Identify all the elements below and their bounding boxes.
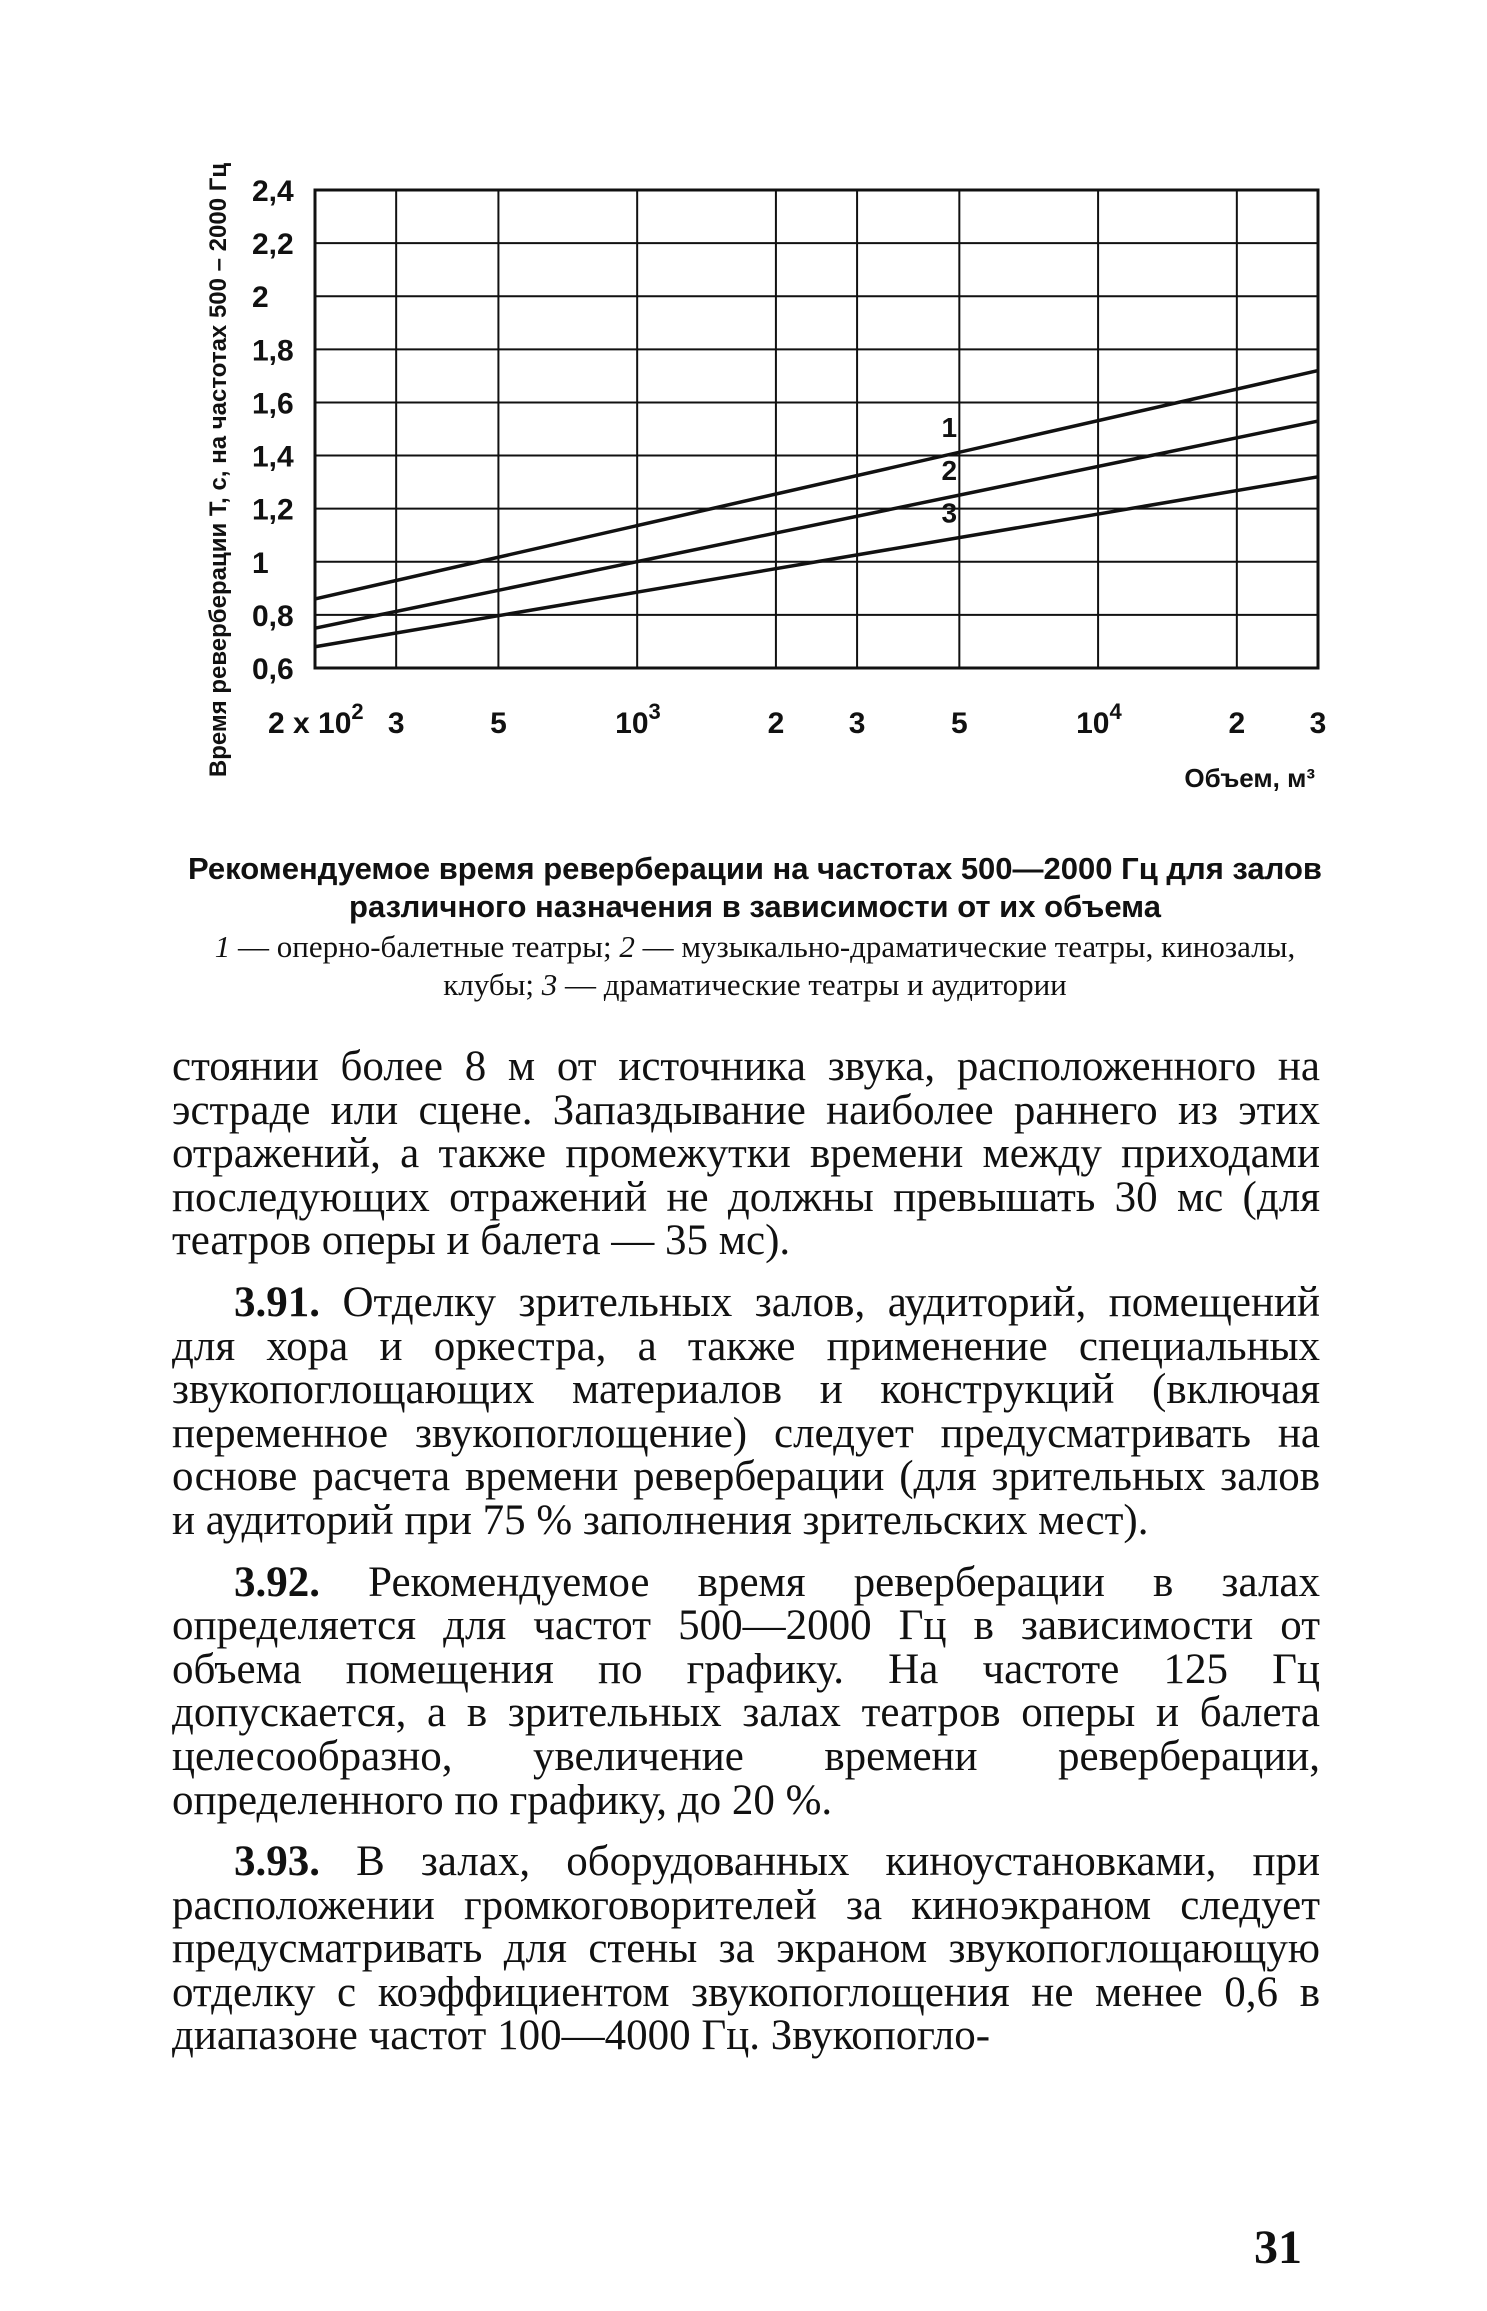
legend-text-3: — драматические театры и аудитории xyxy=(557,967,1067,1002)
y-tick-label: 1,8 xyxy=(252,334,294,368)
legend-text-1: — оперно-балетные театры; xyxy=(230,929,620,964)
series-line-2 xyxy=(315,421,1318,628)
x-tick-label: $10^4$ xyxy=(1076,699,1122,740)
section-number: 3.93. xyxy=(234,1838,320,1886)
paragraph-continuation: стоянии более 8 м от источника звука, расположенного на эстраде или сцене. Запаздывание наиболее раннего из этих отражений, а также промежутки времени между приходами последующих отражений не должны превышать 30 мс (для театров оперы и балета — 35 мс). xyxy=(172,1043,1320,1265)
paragraph-text: Рекомендуемое время реверберации в залах определяется для частот 500—2000 Гц в зависимости от объема помещения по графику. На частоте 125 Гц допускается, а в зрительных залах театров оперы и балета целесообразно, увеличение времени реверберации, определенного по графику, до 20 %. xyxy=(172,1558,1320,1824)
x-tick-label: 3 xyxy=(387,707,405,740)
figure-caption-legend xyxy=(170,928,1340,1004)
x-tick-label: 2 xyxy=(1228,707,1246,740)
y-tick-label: 1,6 xyxy=(252,387,294,421)
legend-number-3: 3 xyxy=(541,967,558,1002)
y-tick-label: 2,2 xyxy=(252,228,294,262)
y-tick-label: 0,8 xyxy=(252,599,294,633)
y-tick-label: 2,4 xyxy=(252,175,294,208)
section-number: 3.91. xyxy=(234,1278,320,1326)
paragraph-3-93 xyxy=(172,1840,1320,2058)
x-tick-label: $10^3$ xyxy=(615,699,661,740)
curve-label-1: 1 xyxy=(941,412,958,444)
x-tick-label: 2 x $10^2$ xyxy=(268,699,364,740)
paragraph-text: В залах, оборудованных киноустановками, при расположении громкоговорителей за киноэкраном следует предусматривать для стены за экраном звукопоглощающую отделку с коэффициентом звукопоглощения не менее 0,6 в диапазоне частот 100—4000 Гц. Звукопогло- xyxy=(172,1838,1320,2060)
y-tick-label: 1 xyxy=(252,546,269,580)
legend-text-2: — музыкально-драматические театры, кинозалы, клубы; xyxy=(443,929,1296,1002)
section-number: 3.92. xyxy=(234,1558,320,1606)
paragraph-3-91 xyxy=(172,1278,1320,1544)
paragraph-text: Отделку зрительных залов, аудиторий, помещений для хора и оркестра, а также применение специальных звукопоглощающих материалов и конструкций (включая переменное звукопоглощение) следует предусматривать на основе расчета времени реверберации (для зрительных залов и аудиторий при 75 % заполнения зрительских мест). xyxy=(172,1278,1320,1544)
y-tick-label: 2 xyxy=(252,281,269,315)
x-tick-label: 5 xyxy=(490,707,507,740)
curve-label-3: 3 xyxy=(941,497,958,529)
x-axis-label: Объем, м³ xyxy=(1184,763,1315,793)
figure-caption-title: Рекомендуемое время реверберации на частотах 500—2000 Гц для залов различного назначения в зависимости от их объема xyxy=(188,851,1322,924)
series-line-1 xyxy=(315,371,1318,599)
x-tick-label: 3 xyxy=(848,707,866,740)
legend-number-1: 1 xyxy=(214,929,231,964)
y-axis-label: Время реверберации Т, с, на частотах 500 – 2000 Гц xyxy=(205,162,232,778)
paragraph-3-92 xyxy=(172,1558,1320,1824)
x-tick-label: 3 xyxy=(1309,707,1327,740)
y-tick-label: 1,2 xyxy=(252,493,294,527)
legend-number-2: 2 xyxy=(619,929,635,964)
chart-labels xyxy=(205,163,1326,793)
reverberation-chart xyxy=(0,0,1487,840)
page-number: 31 xyxy=(1254,2221,1302,2274)
y-tick-label: 0,6 xyxy=(252,653,294,686)
y-tick-label: 1,4 xyxy=(252,440,294,474)
curve-label-2: 2 xyxy=(941,455,958,487)
x-tick-label: 2 xyxy=(767,707,785,740)
x-tick-label: 5 xyxy=(950,707,968,740)
body-text xyxy=(172,1045,1320,2058)
